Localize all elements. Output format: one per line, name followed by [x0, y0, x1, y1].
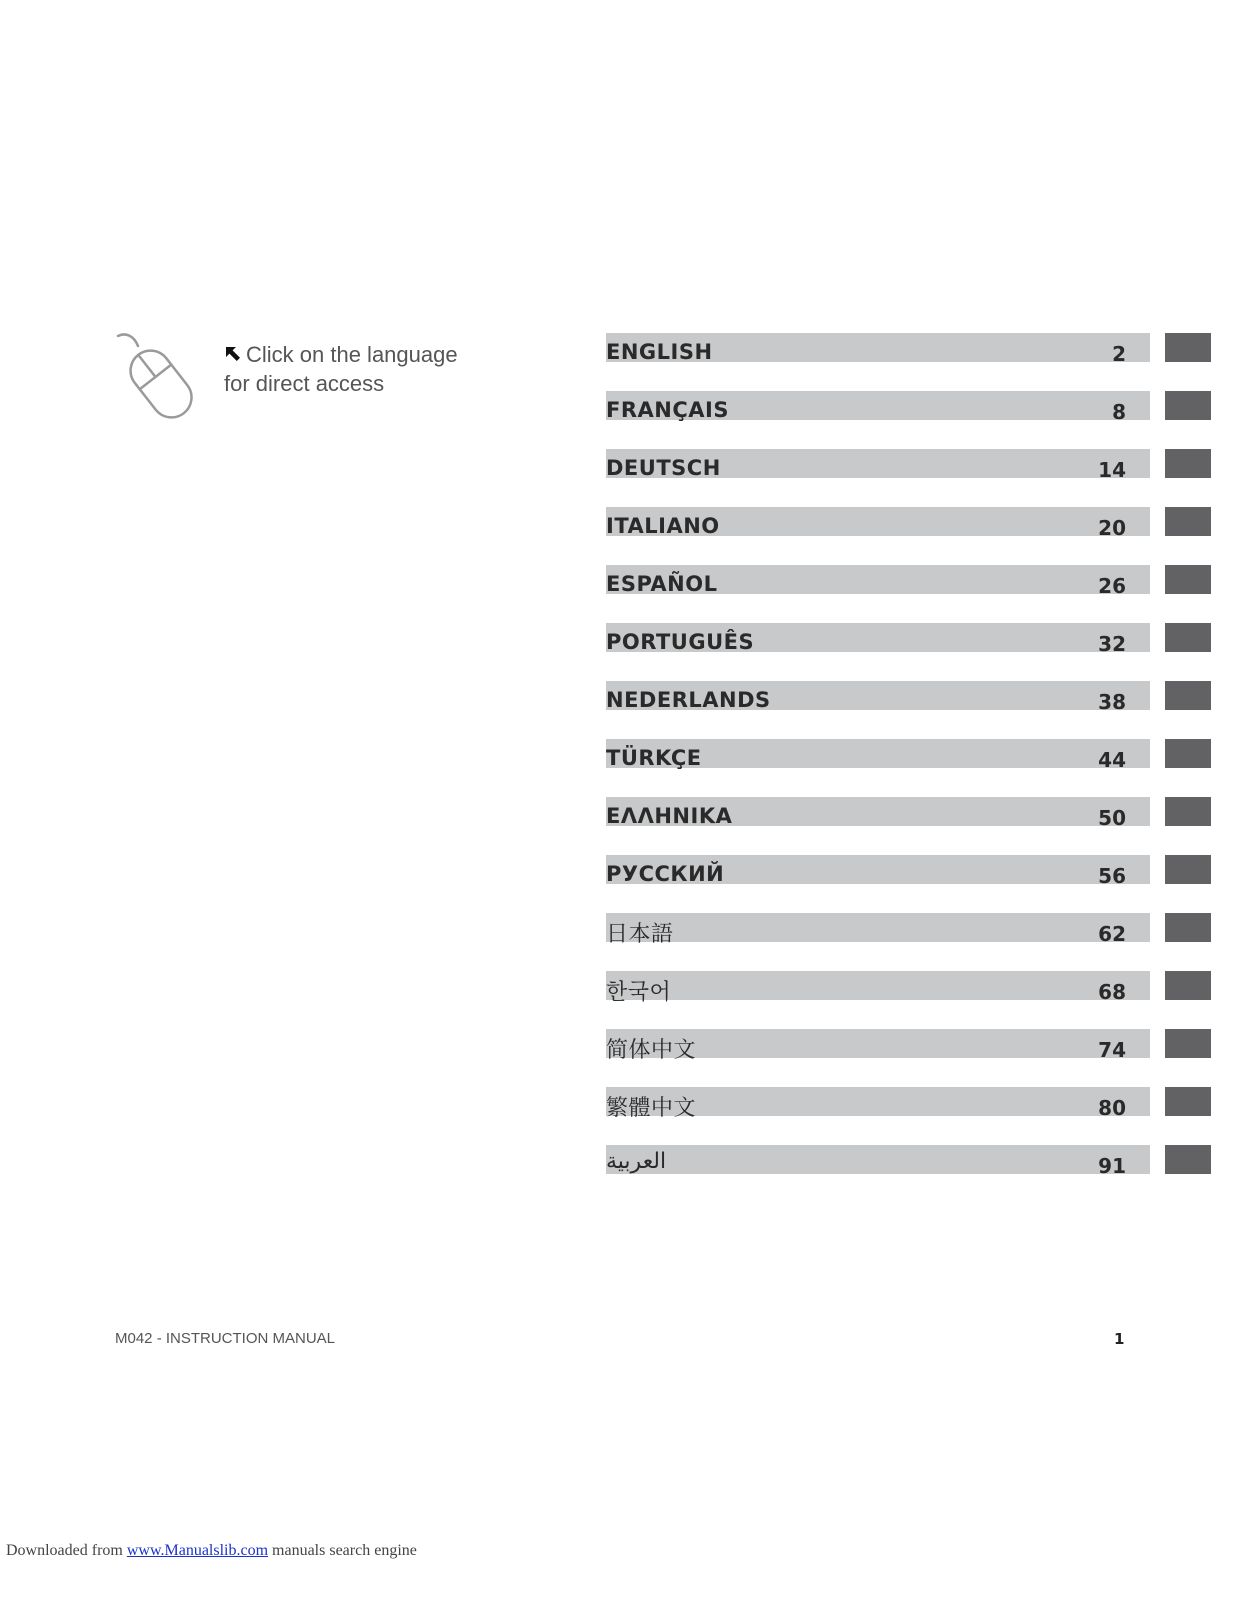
language-label[interactable]: ITALIANO: [606, 514, 720, 538]
toc-row-francais[interactable]: [606, 391, 1212, 424]
mouse-icon: [112, 330, 212, 425]
language-label[interactable]: ESPAÑOL: [606, 572, 718, 596]
page-number-footer: 1: [1114, 1330, 1125, 1348]
section-tab: [1165, 391, 1211, 420]
page-number: 91: [1098, 1154, 1126, 1178]
arrow-up-left-icon: [224, 345, 242, 363]
page-number: 68: [1098, 980, 1126, 1004]
toc-row-simplified-chinese[interactable]: [606, 1029, 1212, 1063]
language-label[interactable]: 日本語: [606, 922, 674, 947]
hint-line-1: Click on the language: [246, 342, 458, 367]
toc-row-english[interactable]: [606, 333, 1212, 366]
hint-line-2: for direct access: [224, 371, 385, 396]
page-number: 50: [1098, 806, 1126, 830]
direct-access-hint: [224, 340, 458, 398]
section-tab: [1165, 623, 1211, 652]
language-label[interactable]: TÜRKÇE: [606, 746, 702, 770]
language-table-of-contents: [606, 333, 1212, 1203]
section-tab: [1165, 565, 1211, 594]
language-label[interactable]: DEUTSCH: [606, 456, 721, 480]
download-notice: [6, 1542, 417, 1560]
manual-title: M042 - INSTRUCTION MANUAL: [115, 1330, 336, 1347]
section-tab: [1165, 449, 1211, 478]
toc-row-traditional-chinese[interactable]: [606, 1087, 1212, 1121]
row-bar: [606, 1145, 1150, 1174]
toc-row-portugues[interactable]: [606, 623, 1212, 656]
language-label[interactable]: PORTUGUÊS: [606, 630, 755, 654]
manualslib-link[interactable]: www.Manualslib.com: [126, 1542, 269, 1559]
section-tab: [1165, 681, 1211, 710]
toc-row-arabic[interactable]: [606, 1145, 1212, 1178]
language-label[interactable]: FRANÇAIS: [606, 398, 729, 422]
section-tab: [1165, 333, 1211, 362]
language-label[interactable]: ΕΛΛΗΝΙΚΑ: [606, 804, 733, 828]
language-label[interactable]: ENGLISH: [606, 340, 713, 364]
toc-row-espanol[interactable]: [606, 565, 1212, 598]
page-number: 20: [1098, 516, 1126, 540]
language-label[interactable]: 繁體中文: [606, 1096, 697, 1121]
toc-row-korean[interactable]: [606, 971, 1212, 1005]
toc-row-nederlands[interactable]: [606, 681, 1212, 714]
row-bar: [606, 913, 1150, 942]
section-tab: [1165, 855, 1211, 884]
page-number: 14: [1098, 458, 1126, 482]
toc-row-deutsch[interactable]: [606, 449, 1212, 482]
language-label[interactable]: РУССКИЙ: [606, 862, 725, 886]
section-tab: [1165, 1087, 1211, 1116]
page-number: 62: [1098, 922, 1126, 946]
language-label[interactable]: NEDERLANDS: [606, 688, 771, 712]
section-tab: [1165, 739, 1211, 768]
section-tab: [1165, 797, 1211, 826]
section-tab: [1165, 913, 1211, 942]
toc-row-italiano[interactable]: [606, 507, 1212, 540]
section-tab: [1165, 971, 1211, 1000]
page-number: 44: [1098, 748, 1126, 772]
section-tab: [1165, 1029, 1211, 1058]
download-prefix: Downloaded from: [6, 1542, 127, 1559]
section-tab: [1165, 507, 1211, 536]
toc-row-turkce[interactable]: [606, 739, 1212, 772]
language-label[interactable]: 简体中文: [606, 1038, 697, 1063]
page-number: 2: [1112, 342, 1126, 366]
page-number: 74: [1098, 1038, 1126, 1062]
page-number: 32: [1098, 632, 1126, 656]
page-number: 8: [1112, 400, 1126, 424]
download-suffix: manuals search engine: [268, 1542, 417, 1559]
page-number: 80: [1098, 1096, 1126, 1120]
toc-row-russian[interactable]: [606, 855, 1212, 888]
page-number: 56: [1098, 864, 1126, 888]
page-number: 38: [1098, 690, 1126, 714]
section-tab: [1165, 1145, 1211, 1174]
language-label[interactable]: العربية: [606, 1149, 667, 1174]
row-bar: [606, 971, 1150, 1000]
page-number: 26: [1098, 574, 1126, 598]
language-label[interactable]: 한국어: [606, 980, 672, 1005]
toc-row-greek[interactable]: [606, 797, 1212, 830]
toc-row-japanese[interactable]: [606, 913, 1212, 947]
